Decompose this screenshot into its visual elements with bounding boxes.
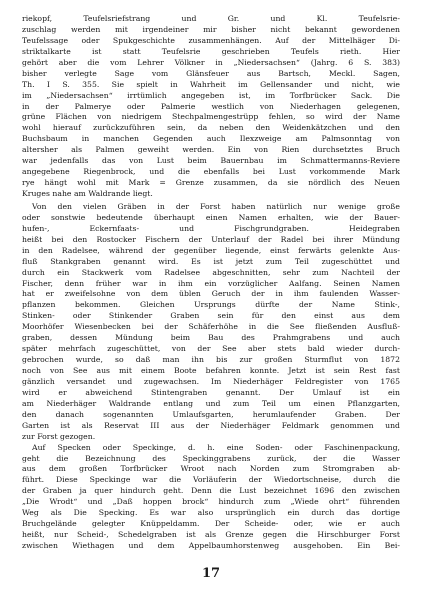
text-line-4: striktalkarte ist statt Teufelsrie geschrieben Teufels rieth. Hier — [22, 46, 400, 56]
text-line-37: den danach sogenannten Umlaufsgarten, herumlaufender Graben. Der — [22, 409, 400, 419]
text-line-32: gebrochen wurde, so daß man ihn bis zur großen Sturmflut von 1872 — [22, 355, 400, 365]
text-line-15: angegebene Riegenbrock, und die ebenfalls bei Lust vorkommende Mark — [22, 167, 400, 177]
text-line-19: oder sonstwie bedeutende überhaupt einen Namen erhalten, wie der Bauer- — [22, 212, 400, 222]
text-line-40: Auf Specken oder Speckinge, d. h. eine Soden- oder Faschinenpackung, — [32, 442, 400, 452]
text-line-25: Fischer, denn früher war in ihm ein vorzüglicher Aalfang. Seinen Namen — [22, 278, 400, 288]
text-line-35: wird er abweichend Stintengraben genannt. Der Umlauf ist ein — [22, 387, 400, 397]
text-line-28: Stinken- oder Stinkender Graben sein für den einst aus dem — [22, 311, 400, 321]
text-line-5: gehört aber die vom Lehrer Völkner in „Niedersachsen“ (Jahrg. 6 S. 383) — [22, 57, 400, 67]
text-line-7: Th. I S. 355. Sie spielt in Wahrheit im Gellensander und nicht, wie — [22, 79, 400, 89]
text-line-39: zur Forst gezogen. — [22, 431, 96, 441]
text-line-2: zuschlag werden mit irgendeiner mir bisher nicht bekannt gewordenen — [22, 24, 400, 34]
text-line-47: Bruchgelände gelegter Knüppeldamm. Der Scheide- oder, wie er auch — [22, 519, 400, 529]
paragraph-3 — [22, 443, 400, 552]
text-line-33: noch von See aus mit einem Boote befahren konnte. Jetzt ist sein Rest fast — [22, 366, 400, 375]
text-line-36: am Niederhäger Waldrande entlang und zum Teil um einen Pflanzgarten, — [22, 398, 400, 408]
text-line-13: altersher als Palmen geweiht werden. Ein von Rien durchsetztes Bruch — [22, 145, 400, 155]
text-line-1: riekopf, Teufelsriefstrang und Gr. und Kl. Teufelsrie- — [22, 14, 400, 23]
text-line-26: hat er zweifelsohne von dem üblen Geruch der in ihm faulenden Wasser- — [22, 289, 400, 299]
text-line-27: pflanzen bekommen. Gleichen Ursprungs dürfte der Name Stink-, — [22, 300, 400, 310]
text-line-9: in der Palmerye oder Palmerie westlich von Niederhagen gelegenen, — [22, 101, 400, 111]
text-line-31: später mehrfach zugeschüttet, von der See aber stets bald wieder durch- — [22, 344, 400, 354]
text-line-16: rye hängt wohl mit Mark = Grenze zusammen, da sie nördlich des Neuen — [22, 178, 400, 188]
text-line-11: wohl hierauf zurückzuführen sein, da neben den Weidenkätzchen und den — [22, 123, 400, 133]
text-line-43: führt. Diese Speckinge war die Vorläuferin der Wiedortschneise, durch die — [22, 475, 400, 485]
text-line-14: war jedenfalls das von Lust beim Bauernbau im Schmattermanns-Reviere — [22, 156, 400, 166]
text-line-49: zwischen Wiethagen und dem Appelbaumhorstenweg ausgehoben. Ein Bei- — [22, 541, 400, 550]
page-number: 17 — [201, 566, 221, 581]
text-line-12: Buchsbaum in manchen Gegenden auch Ilexzweige am Palmsonntag von — [22, 134, 400, 144]
text-line-45: „Die Wrodt“ und „Daß hoppen brock“ hindurch zum „Wiede ohrt“ führenden — [22, 497, 400, 507]
text-line-48: heißt, nur Scheid-, Schedelgraben ist als Grenze gegen die Hirschburger Forst — [22, 530, 400, 540]
text-line-42: aus dem großen Torfbrücker Wroot nach Norden zum Stromgraben ab- — [22, 464, 400, 474]
text-line-41: geht die Bezeichnung des Speckinggrabens zurück, der die Wasser — [22, 453, 400, 463]
text-line-24: durch ein Stackwerk vom Radelsee abgeschnitten, sehr zum Nachteil der — [22, 267, 400, 277]
text-line-23: fluß Stankgraben genannt wird. Es ist jetzt zum Teil zugeschüttet und — [22, 256, 400, 266]
paragraph-2 — [22, 202, 400, 443]
text-line-22: in den Radelsee, während der gegenüber liegende, einst ferwärts gelenkte Aus- — [22, 245, 400, 255]
text-line-30: graben, dessen Mündung beim Bau des Prahmgrabens und auch — [22, 333, 400, 343]
text-line-21: heißt bei den Rostocker Fischern der Unterlauf der Radel bei ihrer Mündung — [22, 234, 400, 244]
text-line-8: im „Niedersachsen“ irrtümlich angegeben ist, im Torfbrücker Sack. Die — [22, 90, 400, 100]
text-line-10: grüne Flächen von niedrigem Stechpalmengestrüpp fehlen, so wird der Name — [22, 112, 400, 122]
text-line-44: der Graben ja quer hindurch geht. Denn die Lust bezeichnet 1696 den zwischen — [22, 486, 400, 496]
text-line-3: Teufelssage oder Spukgeschichte zusammenhängen. Auf der Mittelhäger Di- — [22, 35, 400, 45]
text-line-20: hufen-, Eckernfaats- und Fischgrundgraben. Heidegraben — [22, 223, 400, 233]
document-page — [22, 14, 400, 552]
text-line-18: Von den vielen Gräben in der Forst haben natürlich nur wenige große — [32, 201, 400, 211]
text-line-17: Kruges nahe am Waldrande liegt. — [22, 189, 153, 198]
text-line-46: Weg als Die Specking. Es war also ursprünglich ein durch das dortige — [22, 508, 400, 518]
paragraph-1 — [22, 14, 400, 200]
text-line-38: Garten ist als Reservat III aus der Niederhäger Feldmark genommen und — [22, 420, 400, 430]
text-line-6: bisher verlegte Sage vom Glänsfeuer aus Bartsch, Meckl. Sagen, — [22, 68, 400, 78]
text-line-34: gänzlich versandet und zugewachsen. Im Niederhäger Feldregister von 1765 — [22, 376, 400, 386]
text-line-29: Moorhöfer Wiesenbecken bei der Schäferhöhe in die See fließenden Ausfluß- — [22, 322, 400, 332]
